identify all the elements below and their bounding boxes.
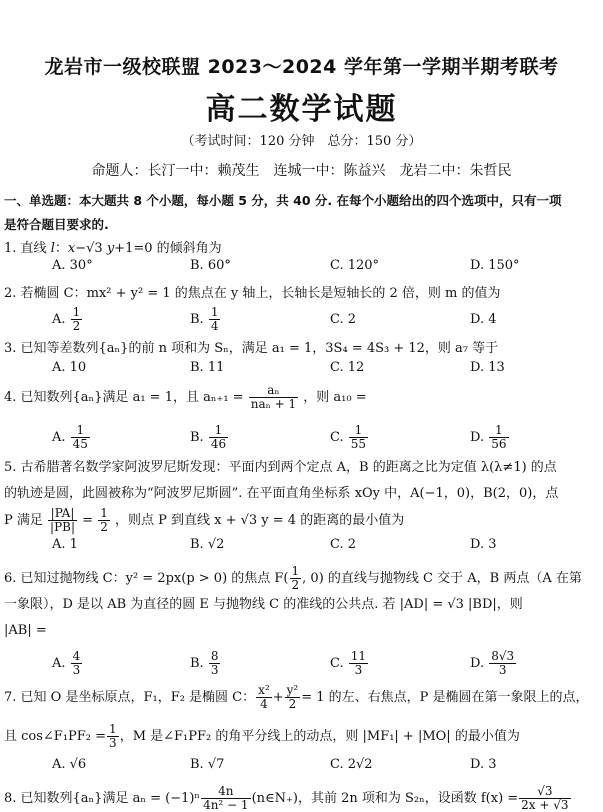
q1-option-c: C. 120° (330, 258, 380, 273)
q6-option-b: B. $\frac{8}{3}$ (190, 649, 219, 677)
q4-option-b: B. $\frac{1}{46}$ (190, 423, 227, 451)
question-5: 5. 古希腊著名数学家阿波罗尼斯发现：平面内到两个定点 A，B 的距离之比为定值 λ(λ≠1) 的点 的轨迹是圆，此圆被称为“阿波罗尼斯圆”. 在平面直角坐标系 xOy 中，A(−1，0)，B(2，0)，点 P 满足 $\frac{|PA|}{|PB|}$ = $\frac{1}{2}$ ，则点 P 到直线 x + √3 y = 4 的距离的最小值为 (4, 460, 559, 534)
q6-option-d: D. $\frac{8√3}{3}$ (470, 649, 515, 677)
q4-option-d: D. $\frac{1}{56}$ (470, 423, 507, 451)
exam-title: 龙岩市一级校联盟 2023～2024 学年第一学期半期考联考 (44, 56, 559, 78)
q2-options (0, 306, 603, 334)
q1-option-a: A. 30° (52, 258, 93, 273)
q3-option-c: C. 12 (330, 360, 365, 375)
q7-option-a: A. √6 (52, 757, 87, 772)
q7-option-d: D. 3 (470, 757, 497, 772)
q2-option-b: B. $\frac{1}{4}$ (190, 305, 219, 333)
q5-option-a: A. 1 (52, 537, 78, 552)
q3-option-d: D. 13 (470, 360, 505, 375)
q1-option-d: D. 150° (470, 258, 520, 273)
exam-info: （考试时间：120 分钟 总分：150 分） (181, 134, 422, 149)
exam-subject-title: 高二数学试题 (205, 92, 398, 127)
q2-option-d: D. 4 (470, 312, 497, 327)
q4-recurrence-fraction: $\frac{\text{aₙ}}{\text{naₙ + 1}}$ (250, 383, 297, 411)
q1-line-expression: l (50, 241, 55, 256)
q7-option-b: B. √7 (190, 757, 225, 772)
q4-option-c: C. $\frac{1}{55}$ (330, 423, 367, 451)
question-1: 1. 直线 l：x−√3 y+1=0 的倾斜角为 (4, 241, 222, 256)
q1-option-b: B. 60° (190, 258, 231, 273)
q4-option-a: A. $\frac{1}{45}$ (52, 423, 88, 451)
q7-options (0, 757, 603, 785)
question-7: 7. 已知 O 是坐标原点，F₁，F₂ 是椭圆 C： $\frac{\text{x²}}{4}$ + $\frac{\text{y²}}{2}$ = 1 的左、右焦点，P 是椭圆在第一象限上的点， 且 cos∠F₁PF₂ = $\frac{1}{3}$ ，M 是∠F₁PF₂ 的角平分线上的动点，则 |MF₁| + |MO| 的最小值为 (4, 683, 589, 750)
q6-options (0, 650, 603, 678)
question-2: 2. 若椭圆 C：mx² + y² = 1 的焦点在 y 轴上，长轴长是短轴长的 2 倍，则 m 的值为 (4, 286, 501, 301)
question-3: 3. 已知等差数列{aₙ}的前 n 项和为 Sₙ，满足 a₁ = 1，3S₄ = 4S₃ + 12，则 a₇ 等于 (4, 341, 499, 356)
section-heading: 一、单选题：本大题共 8 个小题，每小题 5 分，共 40 分. 在每个小题给出的四个选项中，只有一项 是符合题目要求的. (4, 193, 562, 232)
q4-options (0, 424, 603, 452)
q3-option-a: A. 10 (52, 360, 87, 375)
exam-authors: 命题人：长汀一中：赖茂生 连城一中：陈益兴 龙岩二中：朱哲民 (91, 163, 512, 179)
question-8: 8. 已知数列{aₙ}满足 aₙ = (−1)ⁿ $\frac{4n}{\text{4n² − 1}}$ (n∈N₊)，其前 2n 项和为 S₂ₙ，设函数 f(x) = $\frac{√3}{2x + √3}$ (4, 784, 569, 812)
q5-option-c: C. 2 (330, 537, 357, 552)
q5-option-d: D. 3 (470, 537, 497, 552)
question-6: 6. 已知过抛物线 C：y² = 2px(p > 0) 的焦点 F( $\frac{1}{2}$ , 0) 的直线与抛物线 C 交于 A，B 两点（A 在第 一象限），D 是以 AB 为直径的圆 E 与抛物线 C 的准线的公共点. 若 |AD| = √3 |BD|，则 |AB| = (4, 564, 582, 638)
q2-option-a: A. $\frac{1}{2}$ (52, 305, 81, 333)
question-4: 4. 已知数列{aₙ}满足 a₁ = 1，且 aₙ₊₁ = $\frac{\text{aₙ}}{\text{naₙ + 1}}$ ，则 a₁₀ = (4, 383, 367, 411)
q5-option-b: B. √2 (190, 537, 225, 552)
q7-option-c: C. 2√2 (330, 757, 373, 772)
q2-option-c: C. 2 (330, 312, 357, 327)
q6-option-a: A. $\frac{4}{3}$ (52, 649, 81, 677)
q3-option-b: B. 11 (190, 360, 225, 375)
q6-option-c: C. $\frac{11}{3}$ (330, 649, 367, 677)
q5-options (0, 537, 603, 565)
